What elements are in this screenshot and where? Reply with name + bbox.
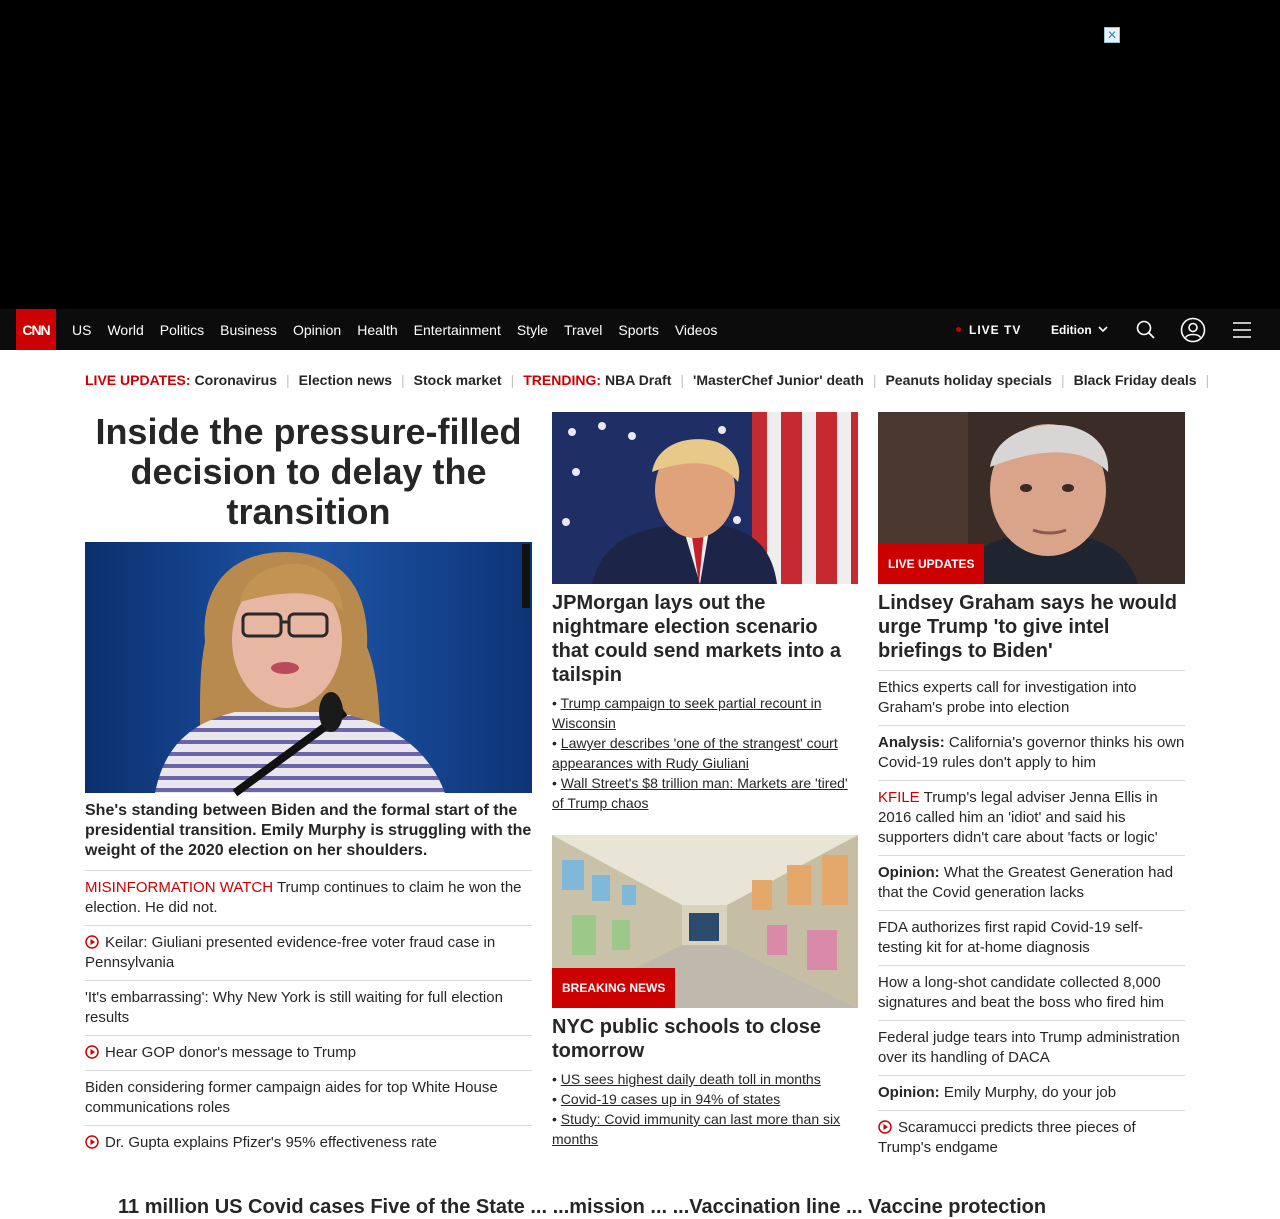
trump-image: [552, 412, 858, 584]
separator: |: [680, 372, 685, 388]
list-item-label: Opinion:: [878, 1084, 940, 1101]
list-item-text: Biden considering former campaign aides for top White House communications roles: [85, 1079, 498, 1116]
story-headline[interactable]: JPMorgan lays out the nightmare election scenario that could send markets into a tailspin: [552, 592, 841, 686]
bottom-headline-strip[interactable]: 11 million US Covid cases Five of the State ... ...mission ... ...Vaccination line ... Vaccine protection: [118, 1196, 1047, 1218]
list-item-text: What the Greatest Generation had that the Covid generation lacks: [878, 864, 1174, 901]
trump-photo[interactable]: [552, 412, 858, 584]
list-item[interactable]: [878, 726, 1185, 781]
list-item-text: Trump continues to claim he won the election. He did not.: [85, 879, 522, 916]
ad-banner: [0, 0, 1280, 309]
play-icon: [85, 935, 99, 949]
emily-murphy-image: [85, 542, 532, 793]
list-item-label: Analysis:: [878, 734, 945, 751]
edition-dropdown[interactable]: [1051, 309, 1108, 350]
story-headline[interactable]: Lindsey Graham says he would urge Trump 'to give intel briefings to Biden': [878, 592, 1177, 662]
lead-column: [85, 412, 532, 1160]
trending-link[interactable]: NBA Draft: [605, 372, 672, 388]
list-item-text: Hear GOP donor's message to Trump: [105, 1044, 357, 1061]
trending-bar: [85, 371, 1218, 389]
list-item-text: Federal judge tears into Trump administration over its handling of DACA: [878, 1029, 1180, 1066]
nav-link-business[interactable]: Business: [220, 321, 277, 338]
list-item-text: Ethics experts call for investigation into Graham's probe into election: [878, 679, 1137, 716]
list-item-text: Emily Murphy, do your job: [939, 1084, 1117, 1101]
graham-photo[interactable]: [878, 412, 1185, 584]
right-list: [878, 670, 1185, 1165]
main-headline[interactable]: Inside the pressure-filled decision to delay the transition: [95, 411, 522, 532]
bullet-link[interactable]: • Covid-19 cases up in 94% of states: [552, 1091, 781, 1107]
nav-link-entertainment[interactable]: Entertainment: [413, 321, 501, 338]
list-item[interactable]: [85, 1071, 532, 1126]
list-item-text: Trump's legal adviser Jenna Ellis in 2016 called him an 'idiot' and said his supporters didn't care about 'facts or logic': [878, 789, 1158, 846]
separator: |: [286, 372, 290, 388]
list-item[interactable]: [878, 911, 1185, 966]
nav-link-travel[interactable]: Travel: [563, 321, 603, 338]
account-icon[interactable]: [1181, 318, 1205, 342]
separator: |: [510, 372, 515, 388]
nav-link-videos[interactable]: Videos: [674, 321, 718, 338]
list-item-text: Keilar: Giuliani presented evidence-free voter fraud case in Pennsylvania: [85, 934, 496, 971]
trending-link[interactable]: Black Friday deals: [1073, 372, 1197, 388]
story-headline[interactable]: NYC public schools to close tomorrow: [552, 1016, 821, 1062]
separator: |: [872, 372, 877, 388]
nav-link-politics[interactable]: Politics: [159, 321, 205, 338]
bullet-text: US sees highest daily death toll in months: [560, 1071, 821, 1087]
trending-link[interactable]: Coronavirus: [194, 372, 277, 388]
trending-link[interactable]: Stock market: [413, 372, 502, 388]
trending-link[interactable]: Election news: [298, 372, 392, 388]
nav-link-sports[interactable]: Sports: [618, 321, 659, 338]
cnn-logo[interactable]: CNN: [16, 309, 56, 350]
kicker: KFILE: [878, 789, 920, 806]
nav-link-us[interactable]: US: [72, 321, 92, 338]
live-updates-badge: LIVE UPDATES: [878, 544, 984, 584]
trending-link[interactable]: 'MasterChef Junior' death: [693, 372, 864, 388]
breaking-news-badge: BREAKING NEWS: [552, 968, 675, 1008]
story-bullets: [552, 1069, 858, 1149]
list-item[interactable]: [878, 1021, 1185, 1076]
bullet-link[interactable]: • Trump campaign to seek partial recount in Wisconsin: [552, 695, 822, 731]
ad-close-icon[interactable]: ✕: [1104, 27, 1120, 43]
list-item-text: 'It's embarrassing': Why New York is still waiting for full election results: [85, 989, 503, 1026]
kicker: MISINFORMATION WATCH: [85, 879, 274, 896]
bullet-link[interactable]: • Lawyer describes 'one of the strangest' court appearances with Rudy Giuliani: [552, 735, 838, 771]
separator: |: [1205, 372, 1210, 388]
live-tv-label: LIVE TV: [969, 322, 1022, 337]
school-photo[interactable]: [552, 835, 858, 1008]
story-bullets: [552, 693, 858, 813]
lead-list: [85, 870, 532, 1160]
edition-label: Edition: [1051, 322, 1092, 337]
lead-subheadline[interactable]: She's standing between Biden and the formal start of the presidential transition. Emily Murphy is struggling with the weight of the 2020 election on her shoulders.: [85, 802, 532, 859]
list-item[interactable]: [878, 856, 1185, 911]
photo-credit: [522, 544, 530, 608]
list-item[interactable]: [878, 671, 1185, 726]
list-item-label: Opinion:: [878, 864, 940, 881]
list-item[interactable]: [878, 1076, 1185, 1111]
bullet-text: Lawyer describes 'one of the strangest' court appearances with Rudy Giuliani: [552, 735, 838, 771]
bullet-text: Study: Covid immunity can last more than six months: [552, 1111, 841, 1147]
bullet-link[interactable]: • Wall Street's $8 trillion man: Markets are 'tired' of Trump chaos: [552, 775, 848, 811]
separator: |: [401, 372, 405, 388]
nav-link-health[interactable]: Health: [357, 321, 398, 338]
list-item[interactable]: [85, 981, 532, 1036]
lead-photo[interactable]: [85, 542, 532, 793]
list-item-text: FDA authorizes first rapid Covid-19 self-testing kit for at-home diagnosis: [878, 919, 1144, 956]
menu-icon[interactable]: [1230, 318, 1254, 342]
bullet-text: Trump campaign to seek partial recount in Wisconsin: [552, 695, 822, 731]
search-icon[interactable]: [1134, 318, 1158, 342]
play-icon: [85, 1135, 99, 1149]
middle-column: [552, 412, 858, 1149]
list-item[interactable]: [85, 1126, 532, 1160]
nav-links: [72, 309, 733, 350]
play-icon: [85, 1045, 99, 1059]
bullet-text: Wall Street's $8 trillion man: Markets are 'tired' of Trump chaos: [552, 775, 848, 811]
trending-link[interactable]: Peanuts holiday specials: [885, 372, 1052, 388]
list-item-text: How a long-shot candidate collected 8,000 signatures and beat the boss who fired him: [878, 974, 1165, 1011]
list-item[interactable]: [85, 870, 532, 926]
list-item[interactable]: [878, 781, 1185, 856]
live-tv-link[interactable]: [956, 309, 1021, 350]
right-column: [878, 412, 1185, 1165]
play-icon: [878, 1120, 892, 1134]
trending-label: TRENDING:: [523, 372, 601, 388]
bullet-text: Covid-19 cases up in 94% of states: [560, 1091, 781, 1107]
live-updates-label: LIVE UPDATES:: [85, 372, 191, 388]
live-dot-icon: [956, 327, 961, 332]
list-item[interactable]: [85, 926, 532, 981]
bullet-link[interactable]: • US sees highest daily death toll in months: [552, 1071, 821, 1087]
top-navigation: [0, 309, 1280, 350]
nav-link-opinion[interactable]: Opinion: [292, 321, 342, 338]
nav-link-style[interactable]: Style: [516, 321, 548, 338]
nav-link-world[interactable]: World: [107, 321, 144, 338]
list-item-text: California's governor thinks his own Covid-19 rules don't apply to him: [878, 734, 1185, 771]
list-item[interactable]: [878, 966, 1185, 1021]
list-item[interactable]: [85, 1036, 532, 1071]
list-item[interactable]: [878, 1111, 1185, 1165]
bullet-link[interactable]: • Study: Covid immunity can last more than six months: [552, 1111, 841, 1147]
list-item-text: Scaramucci predicts three pieces of Trump's endgame: [878, 1119, 1136, 1156]
chevron-down-icon: [1098, 326, 1108, 333]
separator: |: [1060, 372, 1065, 388]
list-item-text: Dr. Gupta explains Pfizer's 95% effectiveness rate: [105, 1134, 437, 1151]
